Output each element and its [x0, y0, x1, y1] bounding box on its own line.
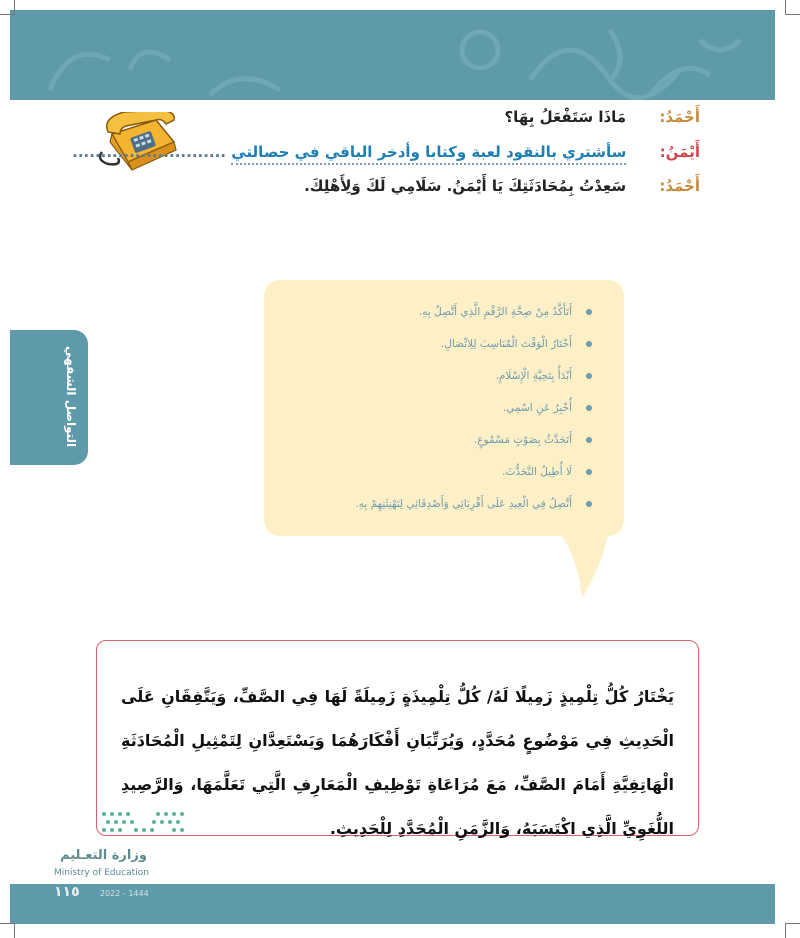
dialogue-text: مَاذَا سَتَفْعَلُ بِهَا؟ [504, 108, 627, 126]
dialogue-text: سَعِدْتُ بِمُحَادَثَتِكَ يَا أَيْمَنُ. سَلَامِي لَكَ وَلِأَهْلِكَ. [304, 177, 627, 195]
crop-mark [785, 0, 800, 15]
tip-item: أَبْدَأُ بِتَحِيَّةِ الْإِسْلَامِ. [278, 360, 598, 392]
crop-mark [0, 923, 15, 938]
ministry-logo [30, 848, 170, 928]
crop-mark [0, 0, 15, 15]
tip-item: أَخْتَارُ الْوَقْتَ الْمُنَاسِبَ لِلِاتِّصَالِ. [278, 328, 598, 360]
ministry-name-ar: وزارة التعـليم [60, 848, 147, 863]
speaker-ahmad: أَحْمَدُ: [659, 108, 700, 126]
telephone-icon [98, 112, 180, 172]
side-tab [10, 330, 88, 465]
crop-mark [785, 923, 800, 938]
activity-text: يَخْتَارُ كُلُّ تِلْمِيذٍ زَمِيلًا لَهُ/ كُلُّ تِلْمِيذَةٍ زَمِيلَةً لَهَا فِي الصَّفِّ، وَيَتَّفِقَانِ عَلَى الْحَدِيثِ فِي مَوْضُوعٍ مُحَدَّدٍ، وَيُرَتِّبَانِ أَفْكَارَهُمَا وَيَسْتَعِدَّانِ لِتَمْثِيلِ الْمُحَادَثَةِ الْهَاتِفِيَّةِ أَمَامَ الصَّفِّ، مَعَ مُرَاعَاةِ تَوْظِيفِ الْمَعَارِفِ الَّتِي تَعَلَّمَهَا، وَالرَّصِيدِ اللُّغَوِيِّ الَّذِي اكْتَسَبَهُ، وَالزَّمَنِ الْمُحَدَّدِ لِلْحَدِيثِ. [121, 687, 674, 838]
header-band [10, 10, 775, 100]
speaker-ayman: أَيْمَنُ: [659, 143, 700, 161]
edition-year: 2022 - 1444 [100, 889, 149, 898]
dotted-line: ........................... [72, 143, 227, 161]
tips-list [278, 296, 598, 536]
header-pattern [10, 10, 775, 100]
activity-box [96, 640, 699, 836]
tip-item: أَتَأَكَّدُ مِنْ صِحَّةِ الرَّقْمِ الَّذِي أَتَّصِلُ بِهِ. [278, 296, 598, 328]
dialogue-line-1 [504, 108, 700, 126]
dialogue-line-2 [72, 143, 700, 161]
dialogue-line-3 [304, 177, 700, 195]
dialogue-answer: سأشتري بالنقود لعبة وكتابا وأدخر الباقي في حصالتي [231, 143, 626, 165]
tip-item: أَتَّصِلُ فِي الْعِيدِ عَلَى أَقْرِبَائِي وَأَصْدِقَائِي لِتَهْنِئَتِهِمْ بِهِ. [278, 488, 598, 520]
ministry-logo-dots [98, 808, 190, 836]
tip-item: لَا أُطِيلُ التَّحَدُّثَ. [278, 456, 598, 488]
tip-item: أَتَحَدَّثُ بِصَوْتٍ مَسْمُوعٍ. [278, 424, 598, 456]
speaker-ahmad: أَحْمَدُ: [659, 177, 700, 195]
ministry-name-en: Ministry of Education [54, 868, 149, 878]
page-number: ١١٥ [54, 884, 80, 900]
tip-item: أُخْبِرُ عَنِ اسْمِي. [278, 392, 598, 424]
side-tab-label: التواصل الشفهي [64, 346, 78, 448]
